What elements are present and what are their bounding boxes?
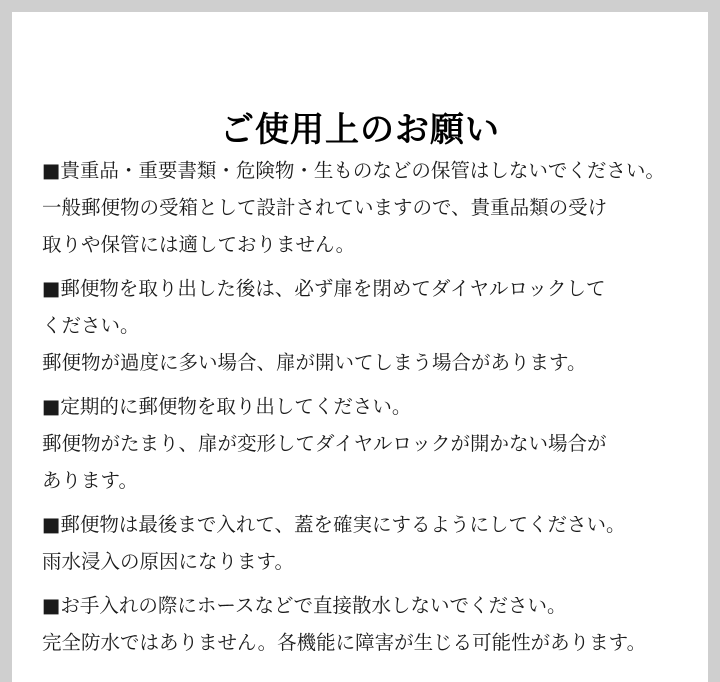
- note-insert-fully: [42, 506, 702, 580]
- note-line: 雨水浸入の原因になります。: [42, 550, 294, 573]
- note-line: ■定期的に郵便物を取り出してください。: [42, 395, 412, 418]
- page-title: ご使用上のお願い: [220, 109, 500, 150]
- note-line: 一般郵便物の受箱として設計されていますので、貴重品類の受け: [42, 196, 608, 219]
- usage-notes: [42, 152, 702, 661]
- note-line: ■郵便物を取り出した後は、必ず扉を閉めてダイヤルロックして: [42, 277, 606, 300]
- note-line: 郵便物がたまり、扉が変形してダイヤルロックが開かない場合が: [42, 432, 607, 455]
- note-line: あります。: [42, 469, 138, 492]
- note-valuables: [42, 152, 702, 263]
- note-no-water: [42, 587, 702, 661]
- note-line: 完全防水ではありません。各機能に障害が生じる可能性があります。: [42, 631, 647, 654]
- note-collect-regularly: [42, 388, 702, 499]
- notice-card: [12, 12, 708, 682]
- note-line: 取りや保管には適しておりません。: [42, 233, 356, 256]
- note-line: ください。: [42, 314, 140, 337]
- note-line: ■貴重品・重要書類・危険物・生ものなどの保管はしないでください。: [42, 159, 665, 182]
- note-line: ■郵便物は最後まで入れて、蓋を確実にするようにしてください。: [42, 513, 626, 536]
- note-line: 郵便物が過度に多い場合、扉が開いてしまう場合があります。: [42, 351, 587, 374]
- note-line: ■お手入れの際にホースなどで直接散水しないでください。: [42, 594, 567, 617]
- note-close-door: [42, 270, 702, 381]
